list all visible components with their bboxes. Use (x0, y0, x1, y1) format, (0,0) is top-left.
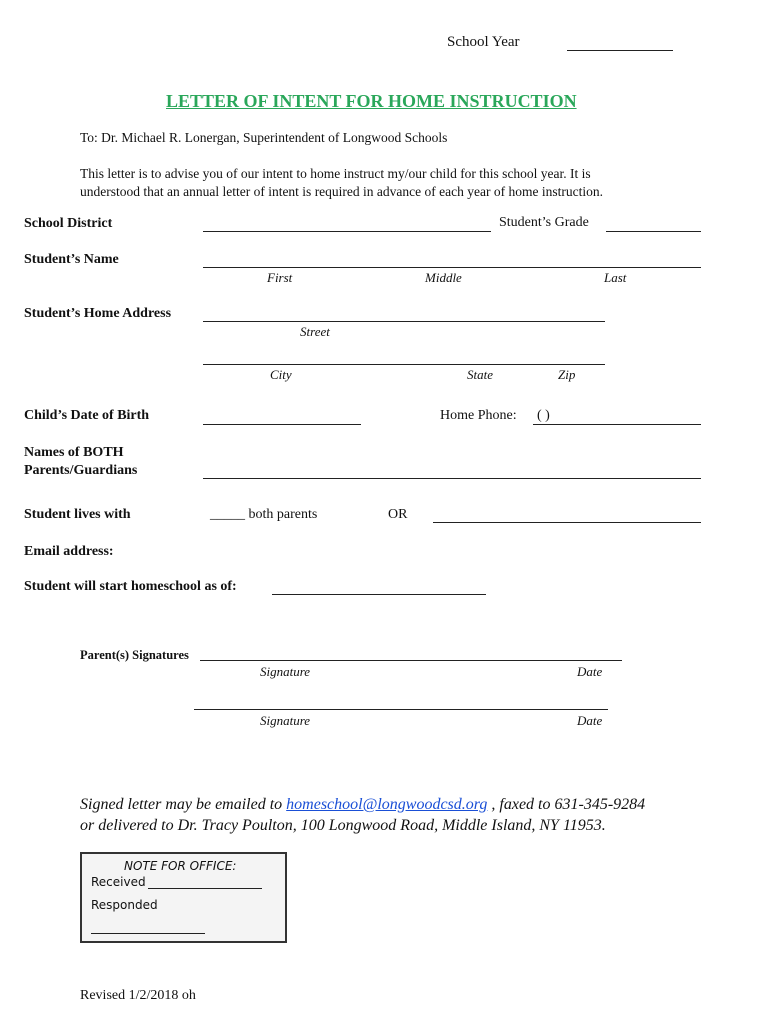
name-middle-caption: Middle (425, 270, 462, 285)
office-note-box (80, 852, 287, 943)
intro-line-2: understood that an annual letter of intent is required in advance of each year of home instruction. (80, 184, 603, 199)
date-caption-1: Date (577, 664, 603, 679)
footer-text-after: , faxed to 631-345-9284 (487, 796, 646, 813)
signature-caption-2: Signature (260, 713, 311, 728)
or-text: OR (388, 507, 408, 522)
state-caption: State (467, 367, 493, 382)
lives-with-other-field[interactable] (433, 522, 701, 523)
to-line: To: Dr. Michael R. Lonergan, Superintendent of Longwood Schools (80, 130, 448, 145)
start-homeschool-field[interactable] (272, 594, 486, 595)
office-responded-field[interactable] (91, 933, 205, 934)
city-caption: City (270, 367, 292, 382)
signature-caption-1: Signature (260, 664, 311, 679)
parents-label-line-2: Parents/Guardians (24, 463, 138, 478)
start-homeschool-label: Student will start homeschool as of: (24, 579, 237, 594)
office-responded-label: Responded (91, 898, 158, 912)
dob-field[interactable] (203, 424, 361, 425)
home-address-label: Student’s Home Address (24, 306, 172, 321)
homeschool-email-link[interactable]: homeschool@longwoodcsd.org (286, 796, 488, 813)
students-name-label: Student’s Name (24, 252, 119, 267)
school-district-label: School District (24, 216, 113, 231)
revised-note: Revised 1/2/2018 oh (80, 988, 196, 1003)
city-state-zip-field[interactable] (203, 364, 605, 365)
date-caption-2: Date (577, 713, 603, 728)
phone-area-code: ( ) (537, 408, 550, 423)
page-title: LETTER OF INTENT FOR HOME INSTRUCTION (166, 91, 577, 111)
footer-line-2: or delivered to Dr. Tracy Poulton, 100 Longwood Road, Middle Island, NY 11953. (80, 817, 606, 834)
parents-label-line-1: Names of BOTH (24, 445, 124, 460)
office-note-heading: NOTE FOR OFFICE: (124, 859, 237, 873)
footer-text-before: Signed letter may be emailed to (80, 796, 287, 813)
name-first-caption: First (267, 270, 293, 285)
office-received-label: Received (91, 875, 146, 889)
students-grade-label: Student’s Grade (499, 215, 589, 230)
parent-signatures-label: Parent(s) Signatures (80, 648, 189, 662)
zip-caption: Zip (558, 367, 576, 382)
street-caption: Street (300, 324, 330, 339)
students-grade-field[interactable] (606, 231, 701, 232)
parents-names-field[interactable] (203, 478, 701, 479)
intro-line-1: This letter is to advise you of our intent to home instruct my/our child for this school year. It is (80, 166, 591, 181)
dob-label: Child’s Date of Birth (24, 408, 150, 423)
both-parents-option[interactable]: _____ both parents (210, 507, 318, 522)
email-label: Email address: (24, 544, 114, 559)
signature-field-1[interactable] (200, 660, 622, 661)
office-received-field[interactable] (148, 888, 262, 889)
street-field[interactable] (203, 321, 605, 322)
school-district-field[interactable] (203, 231, 491, 232)
students-name-field[interactable] (203, 267, 701, 268)
school-year-field[interactable] (567, 50, 673, 51)
home-phone-label: Home Phone: (440, 408, 517, 423)
signature-field-2[interactable] (194, 709, 608, 710)
name-last-caption: Last (604, 270, 627, 285)
footer-line-1 (80, 796, 645, 814)
lives-with-label: Student lives with (24, 507, 131, 522)
home-phone-field[interactable] (533, 424, 701, 425)
school-year-label: School Year (447, 34, 520, 50)
